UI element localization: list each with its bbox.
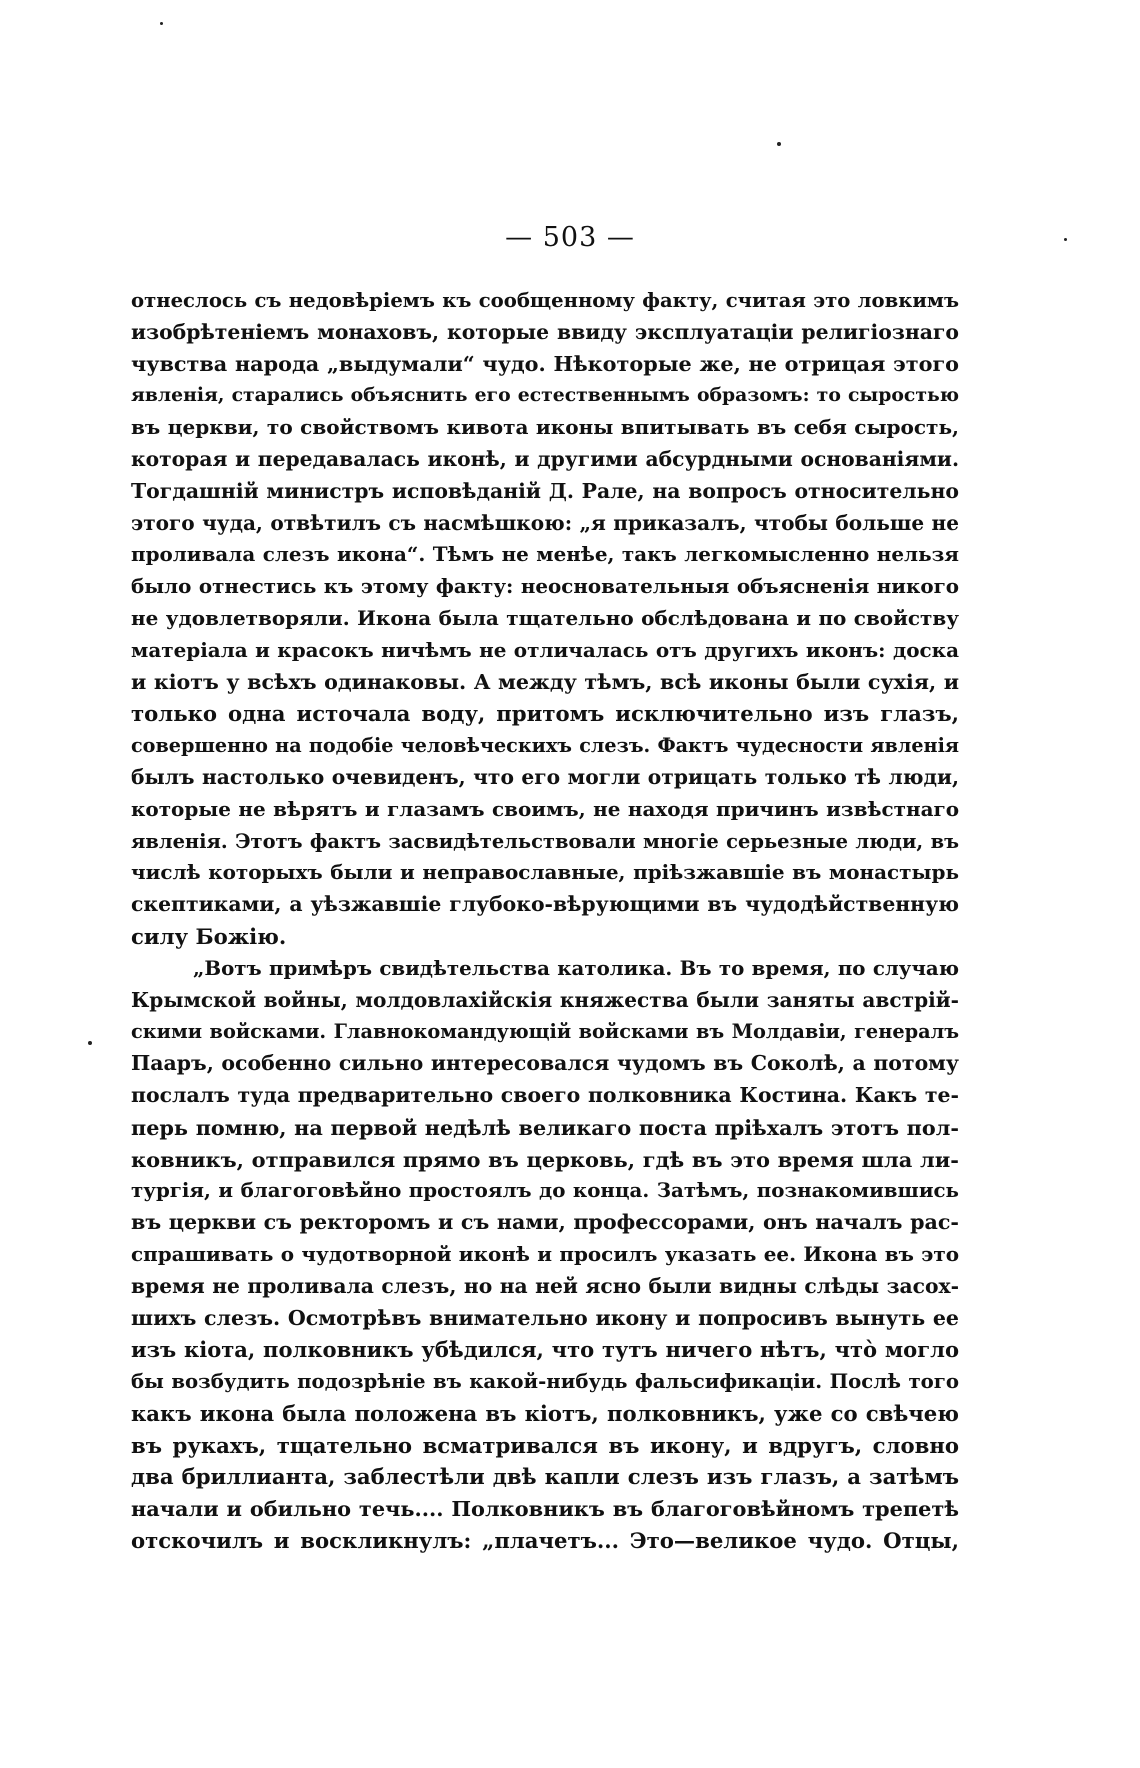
text-line: тургія, и благоговѣйно простоялъ до конца. Затѣмъ, познакомившись xyxy=(131,1178,959,1203)
text-line: изобрѣтеніемъ монаховъ, которые ввиду эксплуатаціи религіознаго xyxy=(131,319,959,344)
text-line: въ рукахъ, тщательно всматривался въ икону, и вдругъ, словно xyxy=(131,1432,959,1458)
text-line: числѣ которыхъ были и неправославные, пріѣзжавшіе въ монастырь xyxy=(131,860,959,885)
text-line: явленія. Этотъ фактъ засвидѣтельствовали многіе серьезные люди, въ xyxy=(131,829,959,853)
text-line: въ церкви съ ректоромъ и съ нами, профессорами, онъ началъ рас- xyxy=(131,1210,959,1235)
text-line: начали и обильно течь.... Полковникъ въ благоговѣйномъ трепетѣ xyxy=(131,1496,959,1522)
text-line: которые не вѣрятъ и глазамъ своимъ, не находя причинъ извѣстнаго xyxy=(131,796,959,821)
text-line: скими войсками. Главнокомандующій войсками въ Молдавіи, генералъ xyxy=(131,1020,959,1044)
text-line: матеріала и красокъ ничѣмъ не отличалась отъ другихъ иконъ: доска xyxy=(131,637,959,662)
text-line: время не проливала слезъ, но на ней ясно были видны слѣды засох- xyxy=(131,1273,959,1298)
text-line: отнеслось съ недовѣріемъ къ сообщенному факту, считая это ловкимъ xyxy=(131,289,959,312)
text-line: скептиками, а уѣзжавшіе глубоко-вѣрующими въ чудодѣйственную xyxy=(131,892,959,917)
text-line: силу Божію. xyxy=(131,923,287,949)
text-line: изъ кіота, полковникъ убѣдился, что тутъ ничего нѣтъ, что̀ могло xyxy=(131,1337,959,1363)
text-line: отскочилъ и воскликнулъ: „плачетъ... Это—великое чудо. Отцы, xyxy=(131,1528,959,1554)
text-line: проливала слезъ икона“. Тѣмъ не менѣе, такъ легкомысленно нельзя xyxy=(131,542,959,567)
text-line: шихъ слезъ. Осмотрѣвъ внимательно икону и попросивъ вынуть ее xyxy=(131,1305,959,1330)
text-line: бы возбудить подозрѣніе въ какой-нибудь фальсификаціи. Послѣ того xyxy=(131,1370,959,1394)
scan-speck xyxy=(160,22,163,25)
text-line: въ церкви, то свойствомъ кивота иконы впитывать въ себя сырость, xyxy=(131,415,959,440)
text-line: Тогдашній министръ исповѣданій Д. Рале, на вопросъ относительно xyxy=(131,478,959,503)
text-line: только одна источала воду, притомъ исключительно изъ глазъ, xyxy=(131,701,959,727)
text-line: спрашивать о чудотворной иконѣ и просилъ указать ее. Икона въ это xyxy=(131,1241,959,1266)
text-line: совершенно на подобіе человѣческихъ слезъ. Фактъ чудесности явленія xyxy=(131,734,959,758)
text-line: какъ икона была положена въ кіотъ, полковникъ, уже со свѣчею xyxy=(131,1400,959,1426)
page-number: — 503 — xyxy=(505,222,635,253)
text-line: чувства народа „выдумали“ чудо. Нѣкоторые же, не отрицая этого xyxy=(131,351,959,376)
text-line: не удовлетворяли. Икона была тщательно обслѣдована и по свойству xyxy=(131,605,959,630)
text-line: перь помню, на первой недѣлѣ великаго поста пріѣхалъ этотъ пол- xyxy=(131,1114,959,1140)
text-line: былъ настолько очевиденъ, что его могли отрицать только тѣ люди, xyxy=(131,764,959,789)
text-line: „Вотъ примѣръ свидѣтельства католика. Въ то время, по случаю xyxy=(193,955,959,980)
scan-speck xyxy=(777,142,781,146)
text-line: послалъ туда предварительно своего полковника Костина. Какъ те- xyxy=(131,1082,959,1107)
scan-speck xyxy=(88,1041,92,1045)
text-line: этого чуда, отвѣтилъ съ насмѣшкою: „я приказалъ, чтобы больше не xyxy=(131,510,959,535)
text-line: которая и передавалась иконѣ, и другими абсурдными основаніями. xyxy=(131,446,959,471)
text-line: было отнестись къ этому факту: неосновательныя объясненія никого xyxy=(131,574,959,599)
text-line: два бриллианта, заблестѣли двѣ капли слезъ изъ глазъ, а затѣмъ xyxy=(131,1464,959,1490)
text-line: Крымской войны, молдовлахійскія княжества были заняты австрій- xyxy=(131,987,959,1012)
body-text xyxy=(131,285,959,1557)
text-line: и кіотъ у всѣхъ одинаковы. А между тѣмъ, всѣ иконы были сухія, и xyxy=(131,669,959,694)
text-line: Пааръ, особенно сильно интересовался чудомъ въ Соколѣ, а потому xyxy=(131,1051,959,1076)
text-line: ковникъ, отправился прямо въ церковь, гдѣ въ это время шла ли- xyxy=(131,1146,959,1172)
text-line: явленія, старались объяснить его естественнымъ образомъ: то сыростью xyxy=(131,384,959,407)
paragraph-1 xyxy=(131,285,959,953)
paragraph-2 xyxy=(131,953,959,1557)
